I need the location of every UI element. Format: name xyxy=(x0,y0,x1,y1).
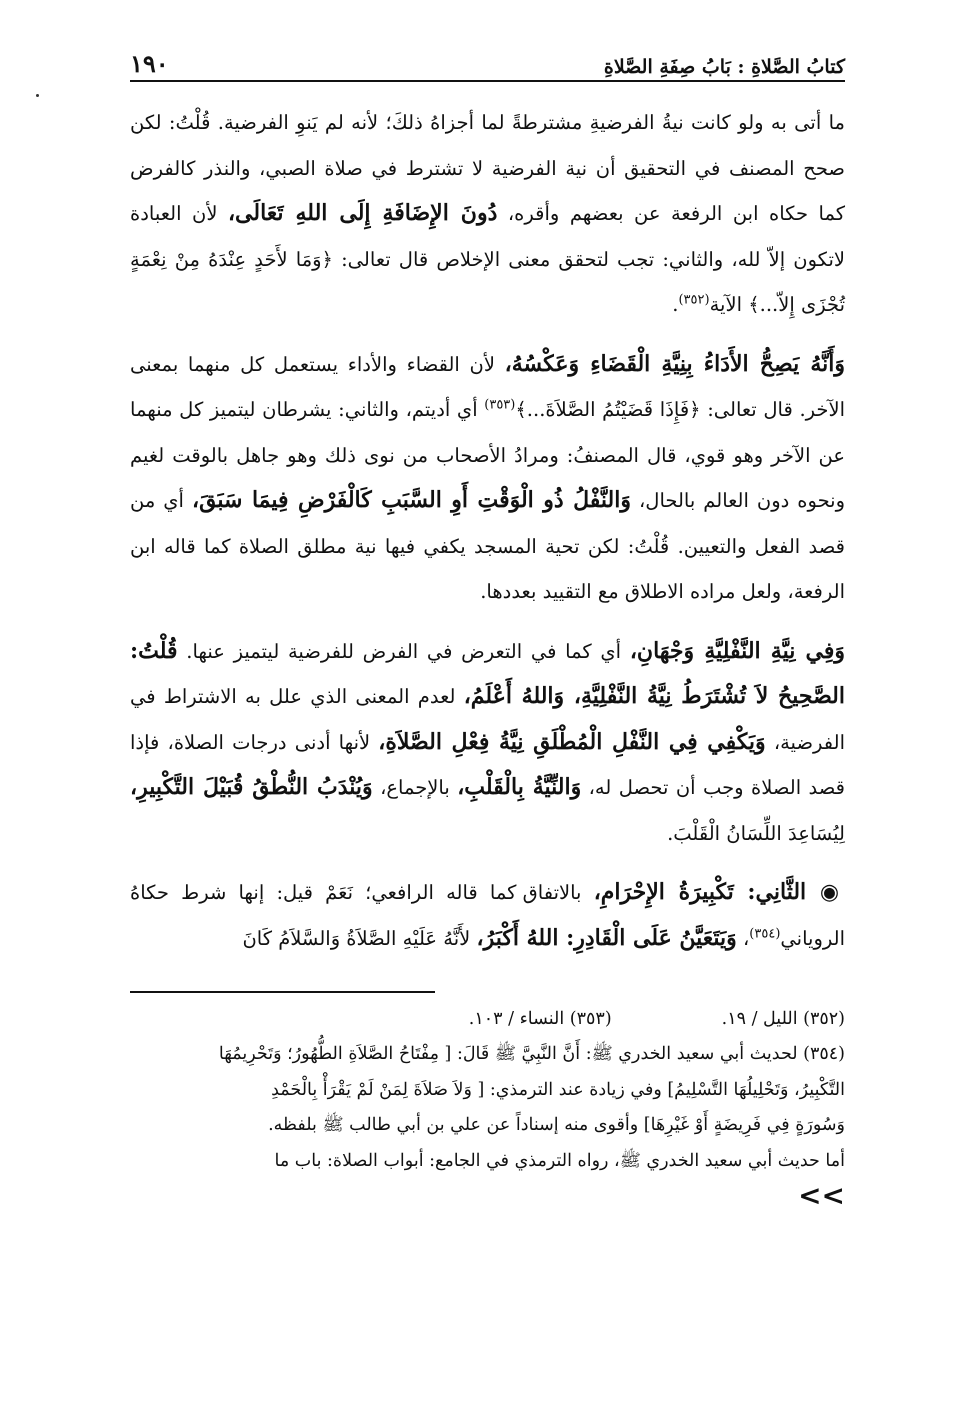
matn-text: قُلْتُ: الصَّحِيحُ لاَ تُشْتَرَطُ نِيَّةُ النَّفْلِيَّةِ، وَاللهُ أَعْلَمُ، xyxy=(130,637,845,709)
paragraph-3 xyxy=(130,629,845,857)
text-run: أي كما في التعرض في الفرض للفرضية ليتميز عنها. xyxy=(186,639,622,663)
text-run: أي من قصد الفعل والتعيين. قُلْتُ: لكن تحية المسجد يكفي فيها نية مطلق الصلاة كما قاله ابن الرفعة، ولعل مراده الاطلاق مع التقييد بعددها. xyxy=(130,489,845,603)
matn-text: وَيَتَعَيَّنُ عَلَى الْقَادِرِ: اللهُ أَكْبَرُ، xyxy=(476,924,737,951)
matn-text: وَالنَّفْلُ ذُو الْوَقْتِ أَوِ السَّبَبِ كَالْفَرْضِ فِيمَا سَبَقَ، xyxy=(191,487,631,513)
text-run: لِيُسَاعِدَ اللِّسَانُ الْقَلْبَ. xyxy=(667,821,845,845)
text-run: ، xyxy=(743,926,750,950)
footnote-ref-352[interactable]: (٣٥٢) xyxy=(678,292,710,308)
footnote-ref-353[interactable]: (٣٥٣) xyxy=(484,397,516,413)
text-run: أي أديتم، والثاني: يشرطان ليتميز كل منهما عن الآخر وهو قوي، قال المصنفُ: ومرادُ الأصحاب من نوى ذلك وهو جاهل بالوقت لغيم ونحوه دون العالم بالحال، xyxy=(130,398,846,512)
page-header xyxy=(130,36,845,82)
text-run: لأَنَّهُ عَلَيْهِ الصَّلاَةُ وَالسَّلاَمُ كَانَ xyxy=(242,926,471,950)
footnote-354-line-3: وَسُورَةٍ فِي فَرِيضَةٍ أَوْ غَيْرِهَا] وأقوى منه إسناداً عن علي بن أبي طالب ﷺ بلفظه. xyxy=(268,1115,845,1135)
footnote-separator xyxy=(130,991,435,993)
footnote-ref-354[interactable]: (٣٥٤) xyxy=(749,926,781,941)
footnote-352: (٣٥٢) الليل / ١٩. xyxy=(721,1009,845,1029)
text-run: لعدم المعنى الذي علل به الاشتراط في الفرضية، xyxy=(130,685,845,754)
continuation-mark-text: << xyxy=(798,1179,845,1212)
text-run: بالاتفاق كما قاله الرافعي؛ نَعَمْ قيل: إنها شرط حكاهُ الروياني xyxy=(130,881,845,950)
running-title: كتابُ الصَّلاةِ : بَابُ صِفَةِ الصَّلاةِ xyxy=(603,56,845,78)
paragraph-4 xyxy=(130,870,845,961)
footnote-354-line-1: (٣٥٤) لحديث أبي سعيد الخدري ﷺ: أَنَّ النَّبِيَّ ﷺ قَالَ: [ مِفْتَاحُ الصَّلاَةِ الطُّهُورُ؛ وَتَحْرِيمُهَا xyxy=(218,1044,845,1064)
matn-text: وَفِي نِيَّةِ النَّفْلِيَّةِ وَجْهَانِ، xyxy=(629,637,846,664)
matn-text: ◉ الثَّانِي: تَكْبِيرَةُ الإِحْرَامِ، xyxy=(593,879,846,905)
matn-text: وَيُنْدَبُ النُّطْقُ قُبَيْلَ التَّكْبِيرِ، xyxy=(130,774,373,800)
paragraph-2 xyxy=(130,342,845,615)
main-text xyxy=(130,100,845,961)
footnote-row xyxy=(130,1001,845,1037)
continuation-mark xyxy=(130,1179,845,1213)
footnote-354-line-2: التَّكْبِيرُ، وَتَحْلِيلُهَا التَّسْلِيمُ] وفي زيادة عند الترمذي: [ وَلاَ صَلاَةَ لِمَنْ لَمْ يَقْرَأْ بِالْحَمْدِ xyxy=(271,1079,845,1100)
matn-text: وَيَكْفِي فِي النَّفْلِ الْمُطْلَقِ نِيَّةُ فِعْلِ الصَّلاَةِ، xyxy=(378,728,766,755)
page-number: ١٩٠ xyxy=(130,49,169,78)
matn-text: دُونَ الإِضَافَةِ إِلَى اللهِ تَعَالَى، xyxy=(227,200,498,226)
text-run: . xyxy=(672,293,679,316)
text-run: لأن العبادة لاتكون إلاّ لله، والثاني: تجب لتحقق معنى الإخلاص قال تعالى: ﴿وَمَا لأَحَدٍ عِنْدَهُ مِنْ نِعْمَةٍ تُجْزَى إِلاّ...﴾ الآية xyxy=(130,202,845,316)
stray-dot xyxy=(36,94,39,97)
text-run: لأن القضاء والأداء يستعمل كل منهما بمعنى الآخر. قال تعالى: ﴿فَإِذَا قَضَيْتُمُ الصَّلاَةَ...﴾ xyxy=(130,352,845,421)
paragraph-1 xyxy=(130,100,845,328)
matn-text: وَأَنَّهُ يَصِحُّ الأَدَاءُ بِنِيَّةِ الْقَضَاءِ وَعَكْسُهُ، xyxy=(504,350,846,377)
text-run: بالإجماع، xyxy=(380,776,450,799)
matn-text: وَالنِّيَّةُ بِالْقَلْبِ، xyxy=(457,774,582,800)
book-page xyxy=(130,36,845,1366)
text-run: ما أتى به ولو كانت نيةُ الفرضيةِ مشترطةً لما أجزاهُ ذلكَ؛ لأنه لم يَنوِ الفرضية. قُلْتُ: لكن صحح المصنف في التحقيق أن نية الفرضية لا تشترط في صلاة الصبي، والنذر كالفرض كما حكاه ابن الرفعة عن بعضهم وأقره، xyxy=(130,111,845,225)
footnotes xyxy=(130,1001,845,1213)
footnote-353: (٣٥٣) النساء / ١٠٣. xyxy=(468,1009,612,1029)
text-run: لأنها أدنى درجات الصلاة، فإذا قصد الصلاة وجب أن تحصل له، xyxy=(130,730,845,799)
footnote-354-line-4: أما حديث أبي سعيد الخدري ﷺ، رواه الترمذي في الجامع: أبواب الصلاة: باب ما xyxy=(274,1150,845,1171)
